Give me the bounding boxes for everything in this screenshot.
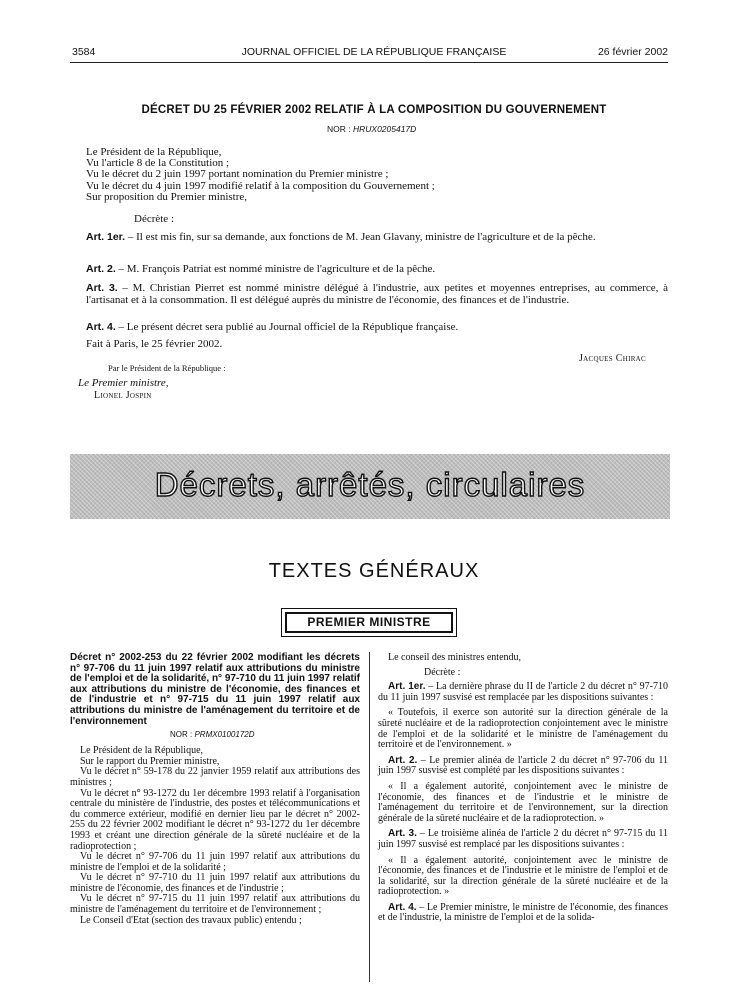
article-label: Art. 1er.: [388, 681, 426, 693]
article-label: Art. 2.: [388, 754, 418, 766]
issue-date: 26 février 2002: [597, 46, 668, 58]
section-title: TEXTES GÉNÉRAUX: [268, 560, 480, 582]
article-4: [86, 321, 668, 333]
banner-title: Décrets, arrêtés, circulaires: [154, 466, 586, 503]
visa-line: Vu le décret du 4 juin 1997 modifié relatif à la composition du Gouvernement ;: [86, 179, 435, 192]
right-column: [378, 653, 668, 929]
nor-code: HRUX0205417D: [352, 124, 417, 134]
article-text: – Le premier alinéa de l'article 2 du décret n° 97-706 du 11 juin 1997 susvisé est complété par les dispositions suivantes :: [378, 754, 668, 777]
article-block: [378, 829, 668, 850]
column-divider: [369, 652, 370, 982]
visa-line: Vu le décret du 2 juin 1997 portant nomination du Premier ministre ;: [86, 168, 389, 181]
article-text: « Il a également autorité, conjointement avec le ministre de l'économie, des finances et de l'industrie et le ministre de l'emploi et de la solidarité, sur la direction générale de la sûreté nucléaire et de la radioprotection. »: [378, 854, 668, 898]
header-rule: [70, 62, 668, 63]
signature-president: Jacques Chirac: [578, 353, 646, 364]
decrete-label: Décrète :: [134, 213, 174, 225]
article-3: [86, 282, 668, 306]
quoted-provision: [378, 782, 668, 824]
article-text: « Toutefois, il exerce son autorité sur la direction générale de la sûreté nucléaire et de la radioprotection conjointement avec le ministre de l'emploi et de la solidarité et le ministre de l'aménagement du territoire et de l'environnement. »: [378, 707, 668, 751]
nor2-code: PRMX0100172D: [194, 730, 255, 740]
decret-title: DÉCRET DU 25 FÉVRIER 2002 RELATIF À LA COMPOSITION DU GOUVERNEMENT: [141, 104, 607, 116]
ministry-box: [281, 608, 457, 637]
visa-line: Le Président de la République,: [86, 146, 222, 158]
article-label: Art. 3.: [86, 282, 118, 294]
nor2-label: NOR :: [170, 730, 195, 740]
article-text: – La dernière phrase du II de l'article 2 du décret n° 97-710 du 11 juin 1997 susvisé est remplacée par les dispositions suivantes :: [378, 681, 669, 703]
article-block: [378, 903, 668, 924]
visa-line: Vu l'article 8 de la Constitution ;: [86, 157, 230, 170]
article-text: – M. François Patriat est nommé ministre de l'agriculture et de la pêche.: [115, 263, 436, 275]
article-block: [378, 682, 668, 703]
article-text: « Il a également autorité, conjointement avec le ministre de l'économie, des finances et de l'industrie et le ministre de l'aménagement du territoire et de l'environnement, sur la direction générale de la sûreté nucléaire et de la radioprotection. »: [378, 780, 668, 824]
visa-paragraph: Sur le rapport du Premier ministre,: [80, 755, 220, 767]
nor2-reference: [170, 730, 360, 739]
signature-premier-ministre: Lionel Jospin: [94, 390, 152, 401]
par-le-president: Par le Président de la République :: [108, 363, 226, 373]
visa-paragraph: Vu le décret n° 97-715 du 11 juin 1997 relatif aux attributions du ministre de l'aménagement du territoire et de l'environnement ;: [70, 893, 360, 916]
article-1: [86, 231, 668, 243]
visa-paragraph: Vu le décret n° 97-706 du 11 juin 1997 relatif aux attributions du ministre de l'emploi et de la solidarité ;: [70, 851, 360, 873]
quoted-provision: [378, 856, 668, 898]
article-text: – Le troisième alinéa de l'article 2 du décret n° 97-715 du 11 juin 1997 susvisé est remplacé par les dispositions suivantes :: [378, 828, 669, 850]
article-label: Art. 4.: [388, 901, 417, 913]
visas-block: [86, 147, 435, 203]
visa-paragraph: Le Conseil d'Etat (section des travaux public) entendu ;: [80, 914, 302, 926]
section-banner: [70, 454, 670, 519]
article-label: Art. 3.: [388, 828, 417, 840]
article-2: [86, 263, 668, 275]
quoted-provision: [378, 708, 668, 750]
article-text: – Le présent décret sera publié au Journal officiel de la République française.: [115, 321, 459, 333]
journal-title: JOURNAL OFFICIEL DE LA RÉPUBLIQUE FRANÇAISE: [241, 46, 507, 58]
article-block: [378, 756, 668, 777]
left-column: [70, 653, 360, 926]
right-intro: Le conseil des ministres entendu,: [388, 652, 522, 663]
article-text: – M. Christian Pierret est nommé ministre délégué à l'industrie, aux petites et moyennes entreprises, au commerce, à l'artisanat et à la consommation. Il est délégué auprès du ministre de l'économie, des finances et de l'industrie.: [86, 282, 668, 306]
right-decrete: Décrète :: [424, 666, 461, 678]
visa-paragraph: Vu le décret n° 97-710 du 11 juin 1997 relatif aux attributions du ministre de l'économie, des finances et de l'industrie ;: [70, 872, 360, 894]
fait-a-paris: Fait à Paris, le 25 février 2002.: [86, 338, 223, 350]
visa-line: Sur proposition du Premier ministre,: [86, 190, 248, 203]
visa-paragraph: Vu le décret n° 59-178 du 22 janvier 1959 relatif aux attributions des ministres ;: [70, 766, 360, 788]
article-label: Art. 2.: [86, 263, 116, 275]
visa-paragraph: Le Président de la République,: [80, 745, 204, 757]
article-text: – Le Premier ministre, le ministre de l'économie, des finances et de l'industrie, la ministre de l'emploi et de la solida-: [378, 901, 668, 924]
nor-reference: [327, 124, 416, 134]
right-blocks: [378, 682, 668, 924]
premier-ministre-label: Le Premier ministre,: [78, 377, 169, 389]
page-number: 3584: [72, 46, 96, 58]
ministry-label: PREMIER MINISTRE: [285, 612, 453, 633]
left-paragraphs: [70, 746, 360, 926]
article-text: – Il est mis fin, sur sa demande, aux fonctions de M. Jean Glavany, ministre de l'agriculture et de la pêche.: [125, 231, 596, 243]
nor-label: NOR :: [327, 124, 353, 134]
article-label: Art. 4.: [86, 321, 116, 333]
article-label: Art. 1er.: [86, 231, 126, 243]
decret2-title: Décret n° 2002-253 du 22 février 2002 modifiant les décrets n° 97-706 du 11 juin 1997 relatif aux attributions du ministre de l'emploi et de la solidarité, n° 97-710 du 11 juin 1997 relatif aux attributions du ministre de l'économie, des finances et de l'industrie et n° 97-715 du 11 juin 1997 relatif aux attributions du ministre de l'aménagement du territoire et de l'environnement: [70, 652, 360, 727]
visa-paragraph: Vu le décret n° 93-1272 du 1er décembre 1993 relatif à l'organisation centrale du ministère de l'industrie, des postes et télécommunications et du commerce extérieur, modifié en dernier lieu par le décret n° 2002-255 du 22 février 2002 modifiant le décret n° 93-1272 du 1er décembre 1993 et créant une direction générale de la sûreté nucléaire et de la radioprotection ;: [70, 787, 360, 852]
